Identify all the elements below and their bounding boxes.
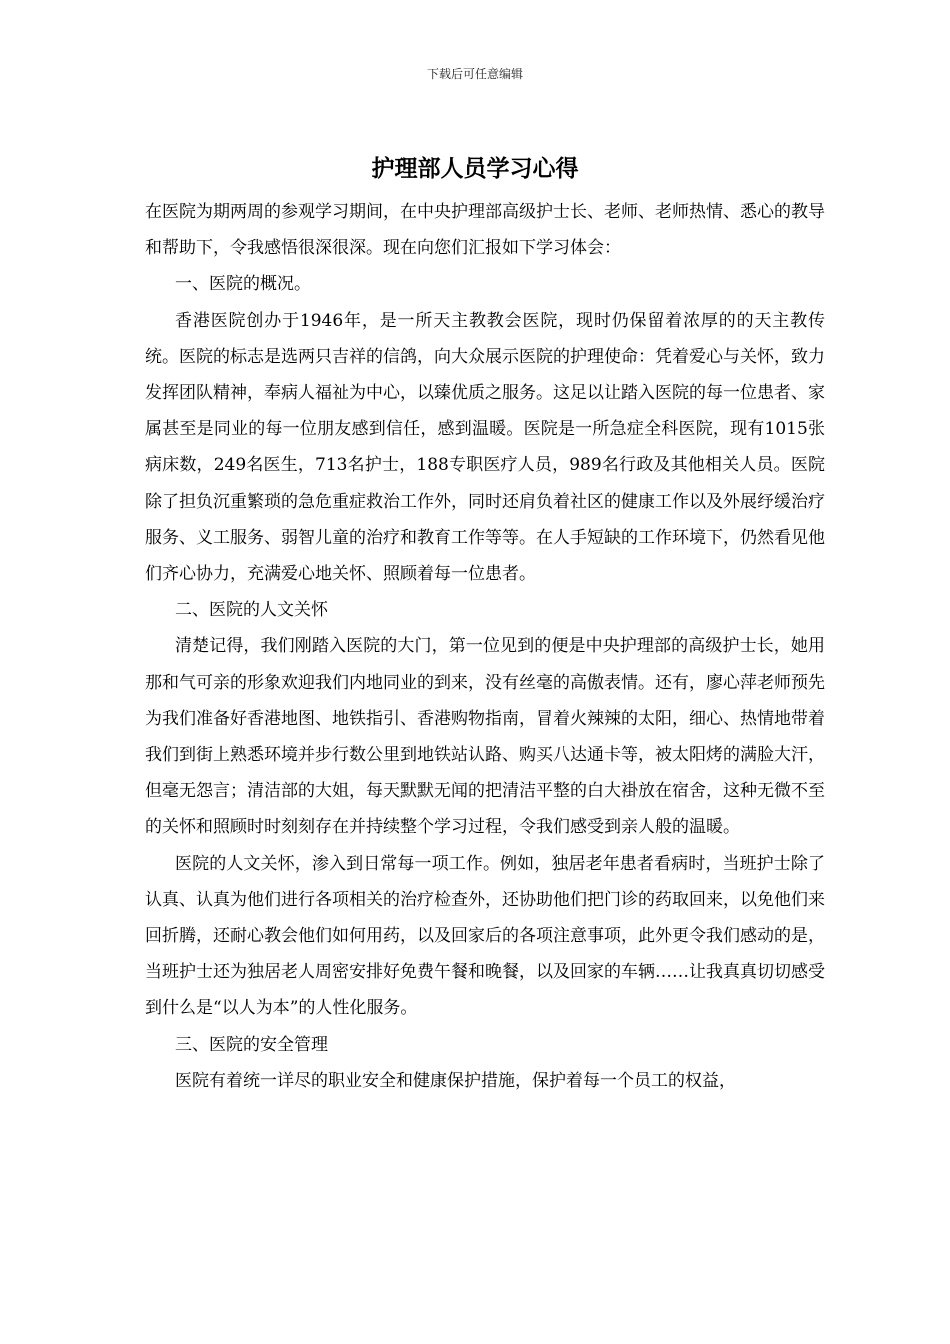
section-heading-humanistic-care: 二、医院的人文关怀 — [175, 600, 328, 621]
header-note: 下载后可任意编辑 — [426, 67, 523, 81]
section-heading-overview: 一、医院的概况。 — [175, 274, 311, 295]
intro-paragraph: 在医院为期两周的参观学习期间，在中央护理部高级护士长、老师、老师热情、悉心的教导和帮助下，令我感悟很深很深。现在向您们汇报如下学习体会： — [145, 202, 825, 259]
overview-paragraph: 香港医院创办于1946年，是一所天主教教会医院，现时仍保留着浓厚的的天主教传统。医院的标志是选两只吉祥的信鸽，向大众展示医院的护理使命：凭着爱心与关怀，致力发挥团队精神，奉病人福祉为中心，以臻优质之服务。这足以让踏入医院的每一位患者、家属甚至是同业的每一位朋友感到信任，感到温暖。医院是一所急症全科医院，现有1015张病床数，249名医生，713名护士，188专职医疗人员，989名行政及其他相关人员。医院除了担负沉重繁琐的急危重症救治工作外，同时还肩负着社区的健康工作以及外展纾缓治疗服务、义工服务、弱智儿童的治疗和教育工作等等。在人手短缺的工作环境下，仍然看见他们齐心协力，充满爱心地关怀、照顾着每一位患者。 — [145, 310, 825, 585]
document-title: 护理部人员学习心得 — [371, 155, 579, 182]
safety-management-paragraph: 医院有着统一详尽的职业安全和健康保护措施，保护着每一个员工的权益， — [175, 1070, 736, 1091]
document-body — [145, 194, 825, 1099]
humanistic-care-paragraph-1: 清楚记得，我们刚踏入医院的大门，第一位见到的便是中央护理部的高级护士长，她用那和气可亲的形象欢迎我们内地同业的到来，没有丝毫的高傲表情。还有，廖心萍老师预先为我们准备好香港地图、地铁指引、香港购物指南，冒着火辣辣的太阳，细心、热情地带着我们到街上熟悉环境并步行数公里到地铁站认路、购买八达通卡等，被太阳烤的满脸大汗，但毫无怨言；清洁部的大姐，每天默默无闻的把清洁平整的白大褂放在宿舍，这种无微不至的关怀和照顾时时刻刻存在并持续整个学习过程，令我们感受到亲人般的温暖。 — [145, 636, 825, 838]
humanistic-care-paragraph-2: 医院的人文关怀，渗入到日常每一项工作。例如，独居老年患者看病时，当班护士除了认真、认真为他们进行各项相关的治疗检查外，还协助他们把门诊的药取回来，以免他们来回折腾，还耐心教会他们如何用药，以及回家后的各项注意事项，此外更令我们感动的是，当班护士还为独居老人周密安排好免费午餐和晚餐，以及回家的车辆……让我真真切切感受到什么是“以人为本”的人性化服务。 — [145, 853, 825, 1019]
section-heading-safety-management: 三、医院的安全管理 — [175, 1034, 328, 1055]
